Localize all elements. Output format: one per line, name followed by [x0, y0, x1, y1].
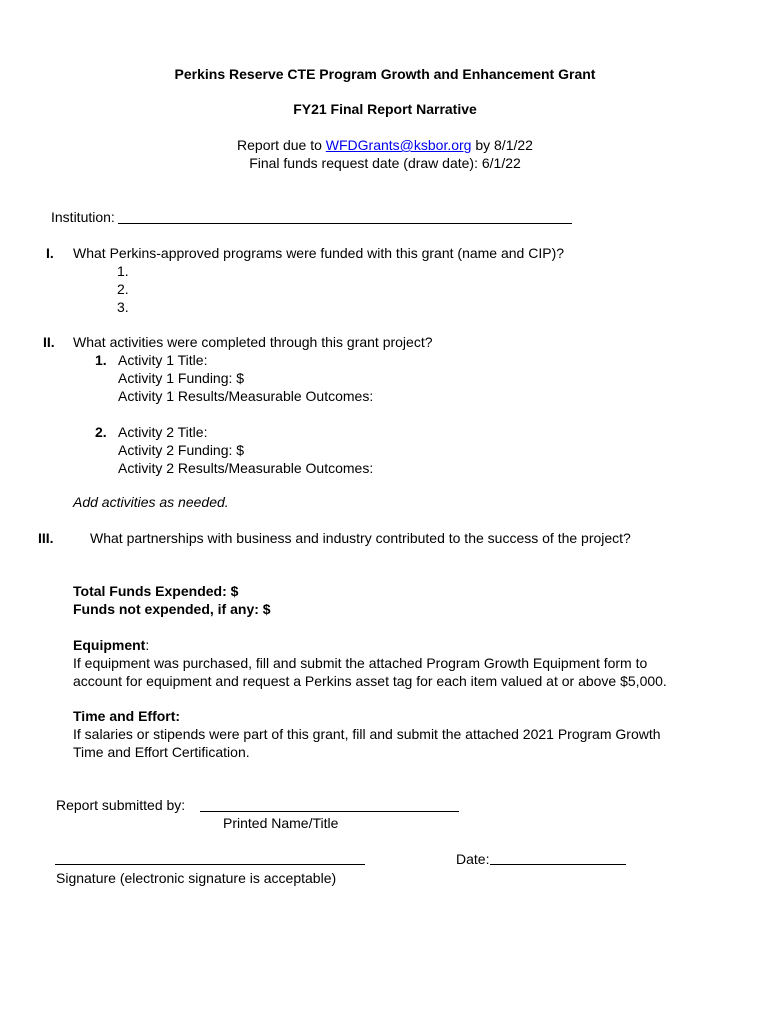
report-submitted-field[interactable]: [200, 811, 459, 812]
section3-question: What partnerships with business and industry contributed to the success of the project?: [90, 530, 631, 546]
activity-2-funding: Activity 2 Funding: $: [118, 442, 245, 458]
printed-name-caption: Printed Name/Title: [223, 815, 339, 831]
section1-question: What Perkins-approved programs were funded with this grant (name and CIP)?: [73, 245, 565, 261]
draw-date: Final funds request date (draw date): 6/1/22: [249, 155, 521, 171]
section1-item-2: 2.: [117, 281, 129, 297]
signature-caption: Signature (electronic signature is acceptable): [56, 870, 337, 886]
activity-1-title: Activity 1 Title:: [118, 352, 208, 368]
institution-field[interactable]: [118, 223, 572, 224]
date-label: Date:: [456, 851, 490, 867]
time-effort-heading: Time and Effort:: [73, 708, 181, 724]
section2-numeral: II.: [43, 334, 55, 350]
activity-1-number: 1.: [95, 352, 107, 368]
equipment-text-line-1: If equipment was purchased, fill and submit the attached Program Growth Equipment form to: [73, 655, 648, 671]
activity-2-title: Activity 2 Title:: [118, 424, 208, 440]
time-effort-text-line-2: Time and Effort Certification.: [73, 744, 250, 760]
activity-1-funding: Activity 1 Funding: $: [118, 370, 245, 386]
due-suffix: by 8/1/22: [471, 137, 533, 153]
signature-field[interactable]: [55, 864, 365, 865]
institution-label: Institution:: [51, 209, 115, 225]
equipment-heading-text: Equipment: [73, 637, 146, 653]
due-prefix: Report due to: [237, 137, 326, 153]
activity-1-outcomes: Activity 1 Results/Measurable Outcomes:: [118, 388, 374, 404]
due-email-link[interactable]: WFDGrants@ksbor.org: [325, 137, 472, 153]
equipment-heading: [73, 636, 149, 654]
due-line: [0, 136, 770, 154]
report-submitted-label: Report submitted by:: [56, 797, 186, 813]
equipment-text-line-2: account for equipment and request a Perkins asset tag for each item valued at or above $5,000.: [73, 673, 667, 689]
section2-question: What activities were completed through this grant project?: [73, 334, 433, 350]
activity-2-outcomes: Activity 2 Results/Measurable Outcomes:: [118, 460, 374, 476]
section1-item-3: 3.: [117, 299, 129, 315]
time-effort-text-line-1: If salaries or stipends were part of this grant, fill and submit the attached 2021 Program Growth: [73, 726, 661, 742]
total-funds-expended: Total Funds Expended: $: [73, 583, 239, 599]
funds-not-expended: Funds not expended, if any: $: [73, 601, 271, 617]
add-activities-note: Add activities as needed.: [73, 494, 229, 510]
section1-item-1: 1.: [117, 263, 129, 279]
activity-2-number: 2.: [95, 424, 107, 440]
section1-numeral: I.: [46, 245, 54, 261]
equipment-heading-colon: :: [145, 637, 150, 653]
document-subtitle: FY21 Final Report Narrative: [293, 101, 477, 117]
section3-numeral: III.: [38, 530, 54, 546]
document-title: Perkins Reserve CTE Program Growth and Enhancement Grant: [174, 66, 596, 82]
date-field[interactable]: [490, 864, 626, 865]
